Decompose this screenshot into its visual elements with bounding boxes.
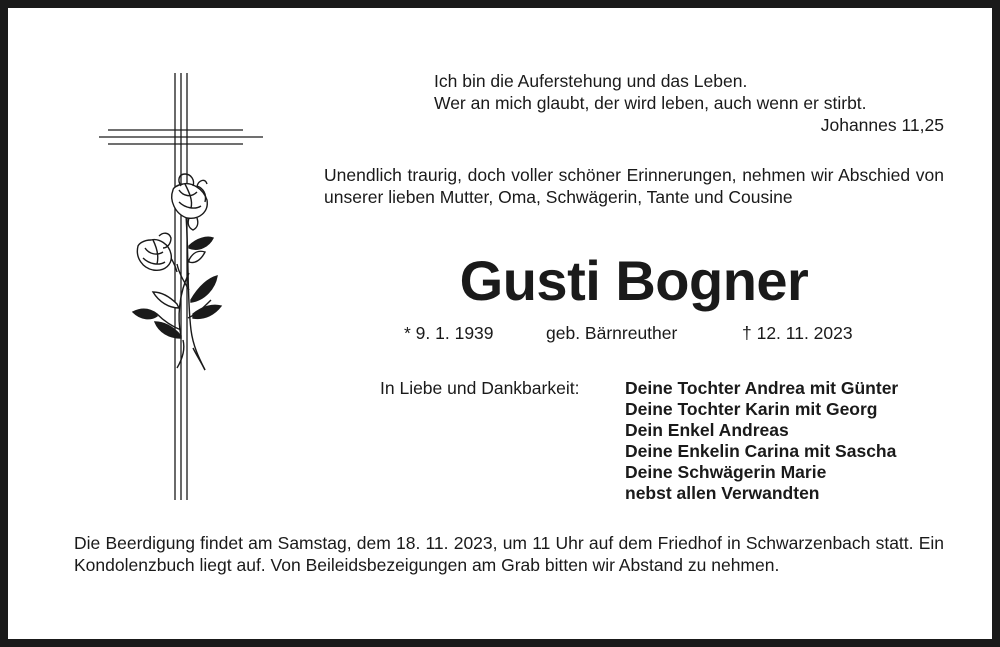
mourners-list <box>625 378 898 504</box>
cross-with-rose-icon <box>93 68 273 508</box>
rose-icon <box>133 174 221 370</box>
mourners-label: In Liebe und Dankbarkeit: <box>380 378 580 398</box>
birth-date: * 9. 1. 1939 <box>404 323 494 343</box>
verse-reference: Johannes 11,25 <box>820 115 944 135</box>
deceased-name: Gusti Bogner <box>459 249 809 312</box>
verse-line-2: Wer an mich glaubt, der wird leben, auch wenn er stirbt. <box>434 93 867 113</box>
birth-name: geb. Bärnreuther <box>546 323 678 343</box>
cross-icon <box>99 73 263 500</box>
funeral-info: Die Beerdigung findet am Samstag, dem 18. 11. 2023, um 11 Uhr auf dem Friedhof in Schwarzenbach statt. Ein Kondolenzbuch liegt auf. Von Beileidsbezeigungen am Grab bitten wir Abstand zu nehmen. <box>74 533 944 575</box>
mourner-entry: nebst allen Verwandten <box>625 483 820 503</box>
mourner-entry: Deine Tochter Karin mit Georg <box>625 399 878 419</box>
mourner-entry: Dein Enkel Andreas <box>625 420 789 440</box>
mourner-entry: Deine Enkelin Carina mit Sascha <box>625 441 897 461</box>
mourner-entry: Deine Tochter Andrea mit Günter <box>625 378 899 398</box>
mourner-entry: Deine Schwägerin Marie <box>625 462 827 482</box>
verse-line-1: Ich bin die Auferstehung und das Leben. <box>434 71 748 91</box>
intro-text: Unendlich traurig, doch voller schöner Erinnerungen, nehmen wir Abschied von unserer lieben Mutter, Oma, Schwägerin, Tante und Cousine <box>324 165 944 207</box>
death-date: † 12. 11. 2023 <box>742 323 853 343</box>
bible-verse <box>434 70 944 136</box>
